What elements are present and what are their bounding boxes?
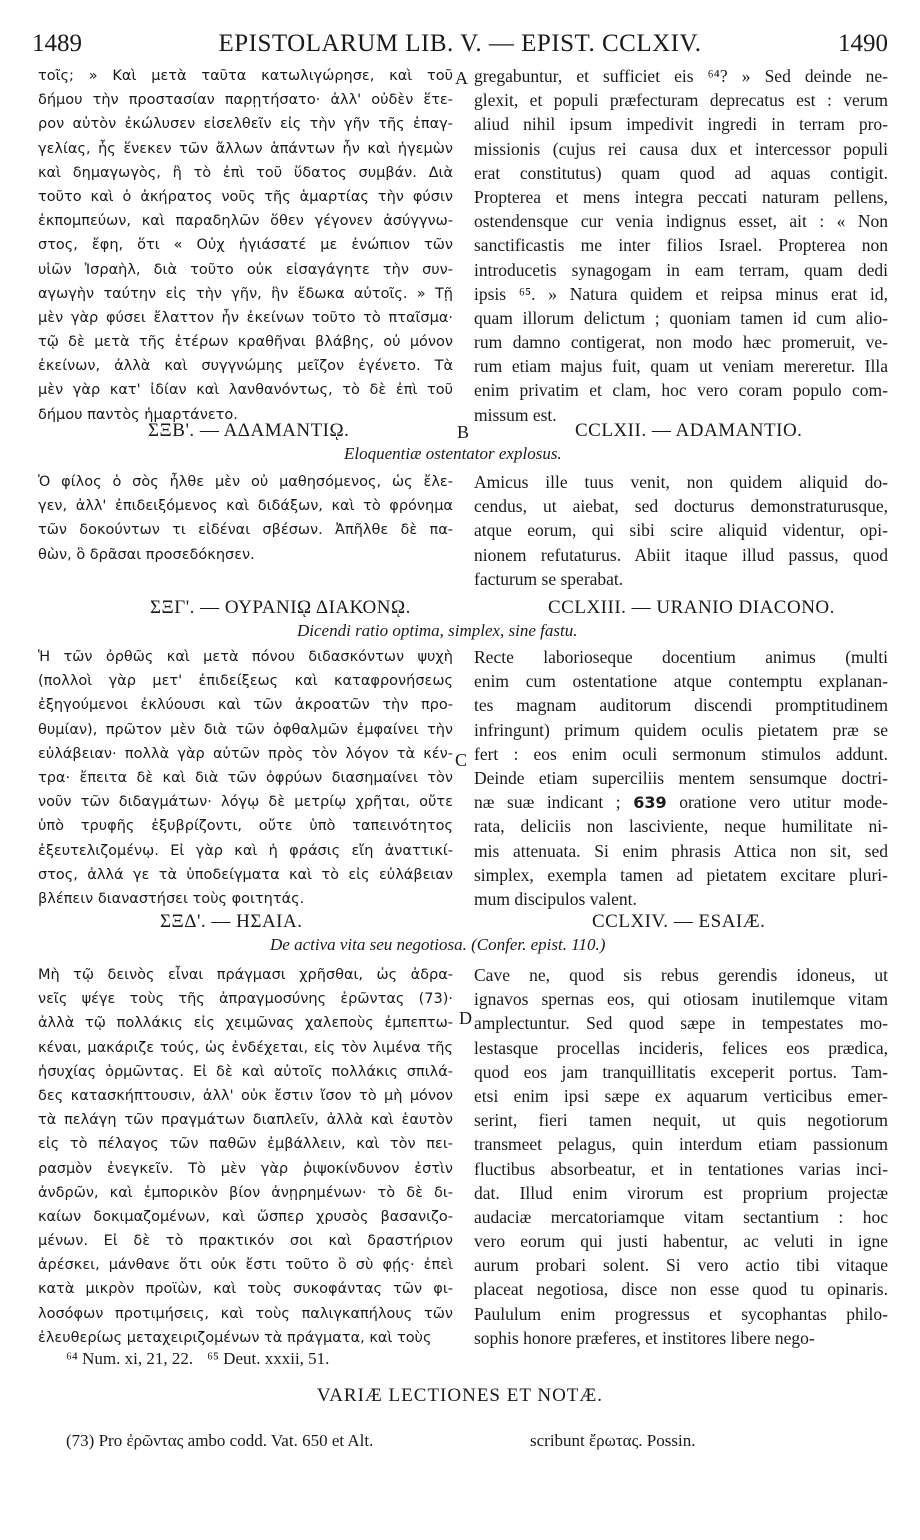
text-line: Propterea et mens integra peccati naturam pellens, (474, 186, 888, 207)
text-line: μὲν γὰρ φύσει ἔλαττον ἦν ἐκείνων τοῦτο τὸ πταῖσμα· (38, 309, 453, 326)
text-line: καίων δοκιμαζομένων, καὶ ὥσπερ χρυσὸς βασανιζο- (38, 1208, 453, 1225)
text-line: μὲν γὰρ κατ' ἰδίαν καὶ λανθανόντως, τὸ δὲ ἐπὶ τοῦ (38, 382, 453, 399)
subtitle-262: Eloquentiæ ostentator explosus. (344, 444, 562, 463)
text-line: καὶ δημαγωγὸς, ἢ τὸ ἐπὶ τοῦ ὕδατος συμβάν. Διὰ (38, 164, 453, 181)
subtitle-263: Dicendi ratio optima, simplex, sine fastu. (297, 621, 578, 640)
latin-column-262 (474, 470, 888, 591)
variant-note-73-continued: scribunt ἔρωτας. Possin. (530, 1431, 696, 1450)
greek-column-top (38, 64, 453, 427)
text-line: mis attenuata. Si enim phrasis Attica non sit, sed (474, 840, 888, 861)
text-line: γεν, ἀλλ' ἐπιδειξόμενος καὶ διδάξων, καὶ τὸ φρόνημα (38, 498, 453, 515)
text-line: ἐξευτελιζομένῳ. Εἰ γὰρ καὶ ἡ φράσις εἴη ἀναττικί- (38, 842, 453, 859)
text-line: ipsis ⁶⁵. » Natura quidem et reipsa minus erat id, (474, 283, 888, 304)
text-line: ἐλευθερίως μεταχειριζομένων τὰ πράγματα, καὶ τοὺς (38, 1329, 432, 1346)
text-line: γελίας, ἧς ἕνεκεν τῶν ἄλλων ἁπάντων ἦν καὶ ἡγεμὼν (38, 140, 453, 157)
text-line: ostendensque cur venia indignus esset, ait : « Non (474, 211, 888, 232)
text-line: cendus, ut aiebat, sed docturus demonstraturusque, (474, 496, 888, 517)
text-line: aurum probari solent. Si vero actio tibi vitaque (474, 1255, 888, 1276)
text-line: atque eorum, qui sibi scire aliquid videntur, opi- (474, 520, 888, 541)
text-line: nionem refutaturus. Abiit itaque illud passus, quod (474, 544, 888, 565)
text-line: glexit, et populi præfecturam deprecatus est : verum (474, 90, 888, 111)
text-line: τρα· ἔπειτα δὲ καὶ διὰ τῶν ὀφρύων διασημαίνει τὸν (38, 769, 453, 786)
greek-column-262 (38, 470, 453, 567)
greek-heading-264: ΣΞΔ'. — ΗΣΑΙΑ. (160, 911, 303, 932)
text-line: transmeet pelagus, quin interdum etiam passionum (474, 1134, 888, 1155)
text-line: etsi enim ipsi sæpe ex aquarum verticibus emer- (474, 1085, 888, 1106)
text-line: τὰ πελάγη τῶν πραγμάτων διαπλεῖν, ἀλλὰ καὶ ἑαυτὸν (38, 1112, 453, 1129)
text-line: νεῖς ψέγε τοὺς τῆς ἀπραγμοσύνης ἐρῶντας (73)· (38, 991, 453, 1008)
text-line: placeat negotiosa, disce non esse quod tu opinaris. (474, 1279, 888, 1300)
text-line: ἐκείνων, ἀλλὰ καὶ συγγνώμης μεῖζον ἐγένετο. Τὰ (38, 358, 453, 375)
text-line: enim privatim et clam, hoc vero coram populo com- (474, 380, 888, 401)
text-line: sanctificastis me inter filios Israel. Propterea non (474, 235, 888, 256)
text-line: θὼν, ὃ δρᾶσαι προσεδόκησεν. (38, 546, 255, 563)
text-line: tes magnam auditorum discendi promptitudinem (474, 695, 888, 716)
footnote-65: ⁶⁵ Deut. xxxii, 51. (207, 1349, 330, 1368)
text-line: lestasque procellas incideris, felices eos prædica, (474, 1037, 888, 1058)
text-line: sophis honore præferes, et institores libere nego- (474, 1327, 815, 1348)
text-line: ἐξηγούμενοι ἐκλύουσι καὶ τῶν ἀκροατῶν τὴν προ- (38, 697, 453, 714)
text-line: erat constitutus) quam quod ad aquas contigit. (474, 162, 888, 183)
greek-heading-263: ΣΞΓ'. — ΟΥΡΑΝΙῼ ΔΙΑΚΟΝῼ. (150, 597, 411, 618)
left-page-number: 1489 (32, 30, 82, 57)
latin-heading-262: CCLXII. — ADAMANTIO. (575, 420, 803, 441)
greek-heading-262: ΣΞΒ'. — ΑΔΑΜΑΝΤΙῼ. (148, 420, 350, 441)
running-head (32, 30, 888, 64)
column-number: 639 (633, 793, 667, 813)
text-line: amplectuntur. Sed quod sæpe in tempestates mo- (474, 1013, 888, 1034)
text-line: Deinde etiam superciliis mentem sensumque doctri- (474, 767, 888, 788)
text-line: εὐλάβειαν· πολλὰ γὰρ αὐτῶν πρὸς τὸν λόγον τὰ κέν- (38, 745, 453, 762)
text-line: βλέπειν διαναστήσει τοὺς φοιτητάς. (38, 890, 305, 907)
footnote-64: ⁶⁴ Num. xi, 21, 22. (66, 1349, 194, 1368)
text-line: Ἡ τῶν ὀρθῶς καὶ μετὰ πόνου διδασκόντων ψυχὴ (38, 649, 453, 665)
text-line: δήμου παντὸς ἡμαρτάνετο. (38, 406, 238, 423)
margin-letter-a: A (455, 68, 468, 88)
text-line: simplex, exempla tamen ad pietatem excitare pluri- (474, 864, 888, 885)
text-line: quam illorum delictum ; quoniam tamen id cum alio- (474, 307, 888, 328)
text-line: τῷ δὲ μετὰ τῆς ἑτέρων κραθῆναι βλάβης, οὐ μόνον (38, 334, 453, 351)
text-line: ρον αὐτὸν ἐκώλυσεν εἰσελθεῖν εἰς τὴν γῆν τῆς ἐπαγ- (38, 116, 453, 133)
text-line: ignavos spernas eos, qui otiosam inutilemque vitam (474, 989, 888, 1010)
text-line: Cave ne, quod sis rebus gerendis idoneus, ut (474, 965, 888, 985)
text-line: τῶν δοκούντων τι εἰδέναι σβέσων. Ἀπῆλθε δὲ πα- (38, 522, 453, 539)
running-title: EPISTOLARUM LIB. V. — EPIST. CCLXIV. (218, 30, 702, 57)
text-line: ρασμὸν ἐνεγκεῖν. Τὸ μὲν γὰρ ῥιψοκίνδυνον ἐστὶν (38, 1160, 453, 1177)
text-line: μένων. Εἰ δὲ τὸ πρακτικόν σοι καὶ δραστήριον (38, 1233, 453, 1250)
text-line: Recte laborioseque docentium animus (multi (474, 647, 888, 667)
text-line: næ suæ indicant ; 639 oratione vero utitur mode- (474, 792, 888, 813)
text-line: ἀλλὰ τῷ πολλάκις εἰς χειμῶνας χαλεποὺς ἐμπεπτω- (38, 1015, 453, 1032)
text-line: audaciæ mercatoriamque vitam sectantium : hoc (474, 1206, 888, 1227)
text-line: Ὁ φίλος ὁ σὸς ἦλθε μὲν οὐ μαθησόμενος, ὡς ἔλε- (38, 474, 453, 490)
latin-heading-263: CCLXIII. — URANIO DIACONO. (548, 597, 835, 618)
text-line: fert : eos enim oculi sermonum stimulos addunt. (474, 743, 888, 764)
variant-note-73: (73) Pro ἐρῶντας ambo codd. Vat. 650 et Alt. (66, 1431, 374, 1450)
text-line: quod eos jam tranquillitatis exceperit portus. Tam- (474, 1061, 888, 1082)
latin-column-264 (474, 963, 888, 1350)
text-line: missum est. (474, 404, 557, 425)
text-line: αγωγὴν ταύτην εἰς τὴν γῆν, ἣν ἔδωκα αὐτοῖς. » Τῇ (38, 285, 453, 302)
text-line: δες κατασκήπτουσιν, ἀλλ' οὐκ ἔστιν ἴσον τὸ μὴ μόνον (38, 1087, 453, 1104)
text-line: εἰς τὸ πέλαγος τῶν παθῶν ἐμβάλλειν, καὶ τὸν πει- (38, 1136, 453, 1153)
margin-letter-b: B (457, 422, 470, 442)
text-line: ἀνδρῶν, καὶ ἐμπορικὸν βίον ἀνῃρημένων· τὸ δὲ δι- (38, 1184, 453, 1201)
greek-column-264 (38, 963, 453, 1350)
text-line: Μὴ τῷ δεινὸς εἶναι πράγμασι χρῆσθαι, ὡς ἀδρα- (38, 967, 453, 983)
text-line: τοῖς; » Καὶ μετὰ ταῦτα κατωλιγώρησε, καὶ τοῦ (38, 68, 453, 84)
text-line: στος, ἀλλά γε τὰ ὑποδείγματα καὶ τὸ εἰς εὐλάβειαν (38, 866, 453, 883)
text-line: infringunt) primum quidem oculis pietatem præ se (474, 719, 888, 740)
text-line: Paululum enim progressus et sycophantas philo- (474, 1303, 888, 1324)
margin-letter-d: D (459, 1008, 472, 1028)
text-line: (πολλοὶ γὰρ μετ' ἐπιδείξεως καὶ καταφρονήσεως (38, 673, 453, 690)
text-line: missionis (cujus rei causa dux et intercessor populi (474, 138, 888, 159)
text-line: serint, fieri tamen nequit, ut quis negotiorum (474, 1110, 888, 1131)
text-line: νοῦν τῶν διδαγμάτων· λόγῳ δὲ μετρίῳ χρῆται, οὔτε (38, 794, 453, 811)
text-line: στος, ἔφη, ὅτι « Οὐχ ἡγιάσατέ με ἐνώπιον τῶν (38, 237, 453, 254)
text-line: aliud nihil ipsum impedivit ingredi in terram pro- (474, 114, 888, 135)
text-line: ἡσυχίας ὁρμῶντας. Εἰ δὲ καὶ αὐτοῖς πολλάκις σπιλά- (38, 1063, 453, 1080)
latin-column-top (474, 64, 888, 427)
text-line: υἱῶν Ἰσραὴλ, διὰ τοῦτο οὐκ εἰσαγάγητε τὴν συν- (38, 261, 453, 278)
text-line: ὑπὸ τρυφῆς ἐξυβρίζοντι, οὔτε ὑπὸ ταπεινότητος (38, 818, 453, 835)
subtitle-264: De activa vita seu negotiosa. (Confer. epist. 110.) (270, 935, 606, 954)
text-line: κατὰ μικρὸν προϊὼν, καὶ τοὺς συκοφάντας τῶν φι- (38, 1281, 453, 1298)
text-line: τοῦτο καὶ ὁ ἀκήρατος νοῦς τῆς ἁμαρτίας τὴν φύσιν (38, 188, 453, 205)
text-line: rum damno contigerat, non modo hæc promeruit, ve- (474, 332, 888, 353)
text-line: θυμίαν), πρῶτον μὲν διὰ τῶν ὀφθαλμῶν ἐμφαίνει τὴν (38, 721, 453, 738)
text-line: rata, deliciis non lasciviente, neque humilitate ni- (474, 816, 888, 837)
notes-title: VARIÆ LECTIONES ET NOTÆ. (316, 1385, 604, 1406)
text-line: dat. Illud enim virorum est proprium projectæ (474, 1182, 888, 1203)
latin-column-263 (474, 645, 888, 911)
text-line: facturum se sperabat. (474, 568, 624, 589)
text-line: κέναι, μακάριζε τούς, ὡς ἐνδέχεται, εἰς τὸν λιμένα τῆς (38, 1039, 453, 1056)
text-line: mum discipulos valent. (474, 888, 637, 909)
text-line: gregabuntur, et sufficiet eis ⁶⁴? » Sed deinde ne- (474, 66, 888, 86)
text-line: fluctibus absorbeatur, et in tentationes varias inci- (474, 1158, 888, 1179)
text-line: ἀρέσκει, μάνθανε ὅτι οὐκ ἔστι τοῦτο ὃ σὺ φῄς· ἐπεὶ (38, 1257, 453, 1274)
text-line: Amicus ille tuus venit, non quidem aliquid do- (474, 472, 888, 492)
text-line: vero eorum qui justi habentur, ac veluti in igne (474, 1231, 888, 1252)
text-line: ἐκπομπεύων, καὶ παραδηλῶν ὅθεν γέγονεν ἀσύγγνω- (38, 213, 453, 230)
greek-column-263 (38, 645, 453, 911)
right-page-number: 1490 (838, 30, 888, 57)
footnotes (66, 1349, 329, 1369)
text-line: δήμου τὴν προστασίαν παρῃτήσατο· ἀλλ' οὐδὲν ἕτε- (38, 92, 453, 109)
text-line: introducetis synagogam in eam terram, quam dedi (474, 259, 888, 280)
text-line: λοσόφων προτιμήσεις, καὶ τοὺς παλιγκαπήλους τῶν (38, 1305, 453, 1322)
margin-letter-c: C (455, 750, 468, 770)
latin-heading-264: CCLXIV. — ESAIÆ. (592, 911, 766, 932)
text-line: enim cum ostentatione atque contemptu explanan- (474, 671, 888, 692)
text-line: rum etiam majus fuit, quam ut veniam mereretur. Illa (474, 356, 888, 377)
